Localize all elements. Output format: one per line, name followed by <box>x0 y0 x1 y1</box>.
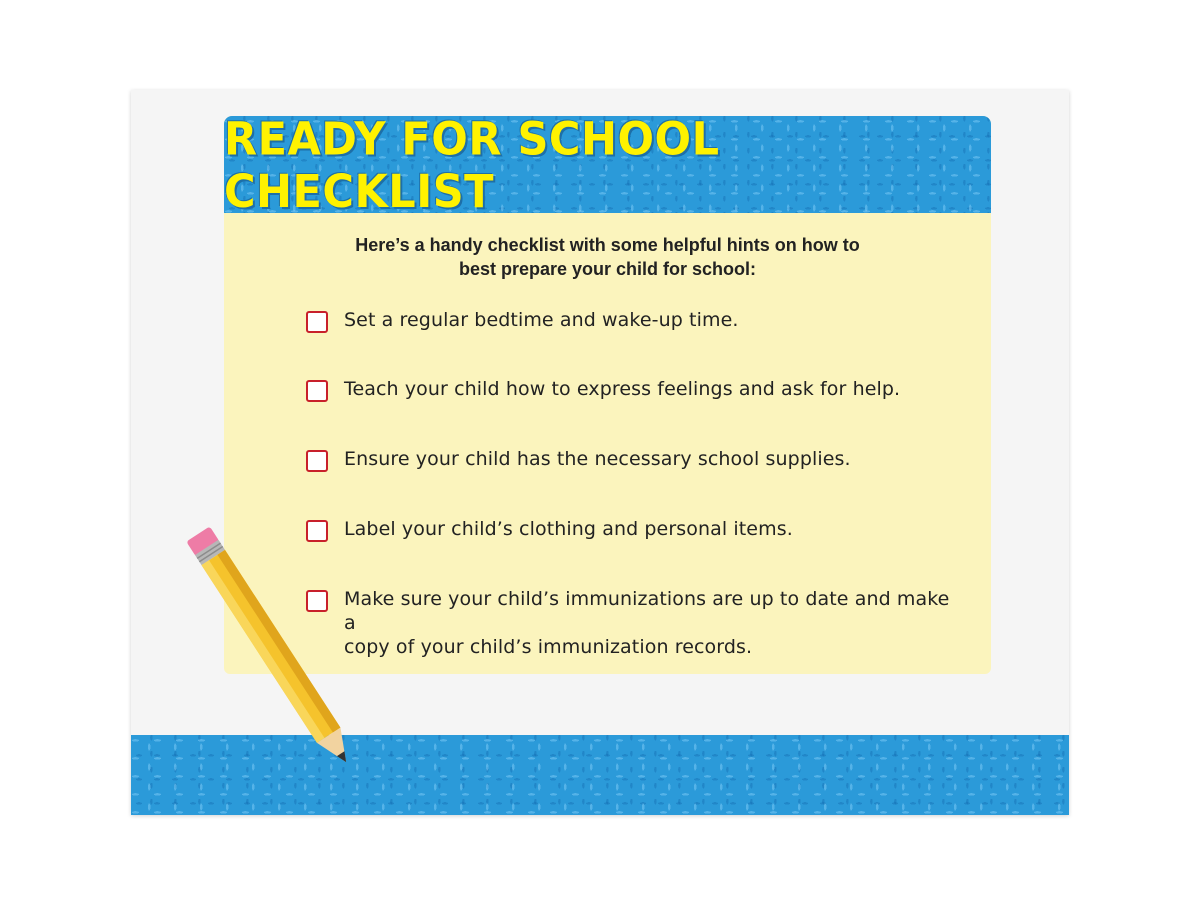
checklist-item-text <box>344 587 966 659</box>
card-header <box>224 116 991 218</box>
checklist-item <box>306 587 966 659</box>
checklist-item <box>306 377 966 402</box>
intro-line-1: Here’s a handy checklist with some helpful hints on how to <box>355 235 860 255</box>
checklist-item-line: copy of your child’s immunization records. <box>344 636 753 658</box>
empty-checkbox-icon[interactable] <box>306 380 328 402</box>
checklist-item-line: Ensure your child has the necessary school supplies. <box>344 448 851 470</box>
checklist-item <box>306 517 966 542</box>
checklist-item-line: Teach your child how to express feelings and ask for help. <box>344 378 901 400</box>
intro-text <box>224 233 991 281</box>
intro-line-2: best prepare your child for school: <box>458 259 757 279</box>
checklist-item <box>306 308 966 333</box>
checklist-item-line: Label your child’s clothing and personal items. <box>344 518 793 540</box>
page-title: READY FOR SCHOOL CHECKLIST <box>224 116 720 218</box>
checklist-item-text <box>344 517 793 541</box>
empty-checkbox-icon[interactable] <box>306 450 328 472</box>
checklist-item <box>306 447 966 472</box>
pencil-icon <box>170 520 370 790</box>
checklist-item-text <box>344 308 739 332</box>
checklist-item-text <box>344 377 900 401</box>
checklist-item-line: Set a regular bedtime and wake-up time. <box>344 309 739 331</box>
checklist-item-text <box>344 447 851 471</box>
empty-checkbox-icon[interactable] <box>306 311 328 333</box>
pencil-body <box>202 550 341 743</box>
checklist-item-line: Make sure your child’s immunizations are up to date and make a <box>344 588 950 634</box>
